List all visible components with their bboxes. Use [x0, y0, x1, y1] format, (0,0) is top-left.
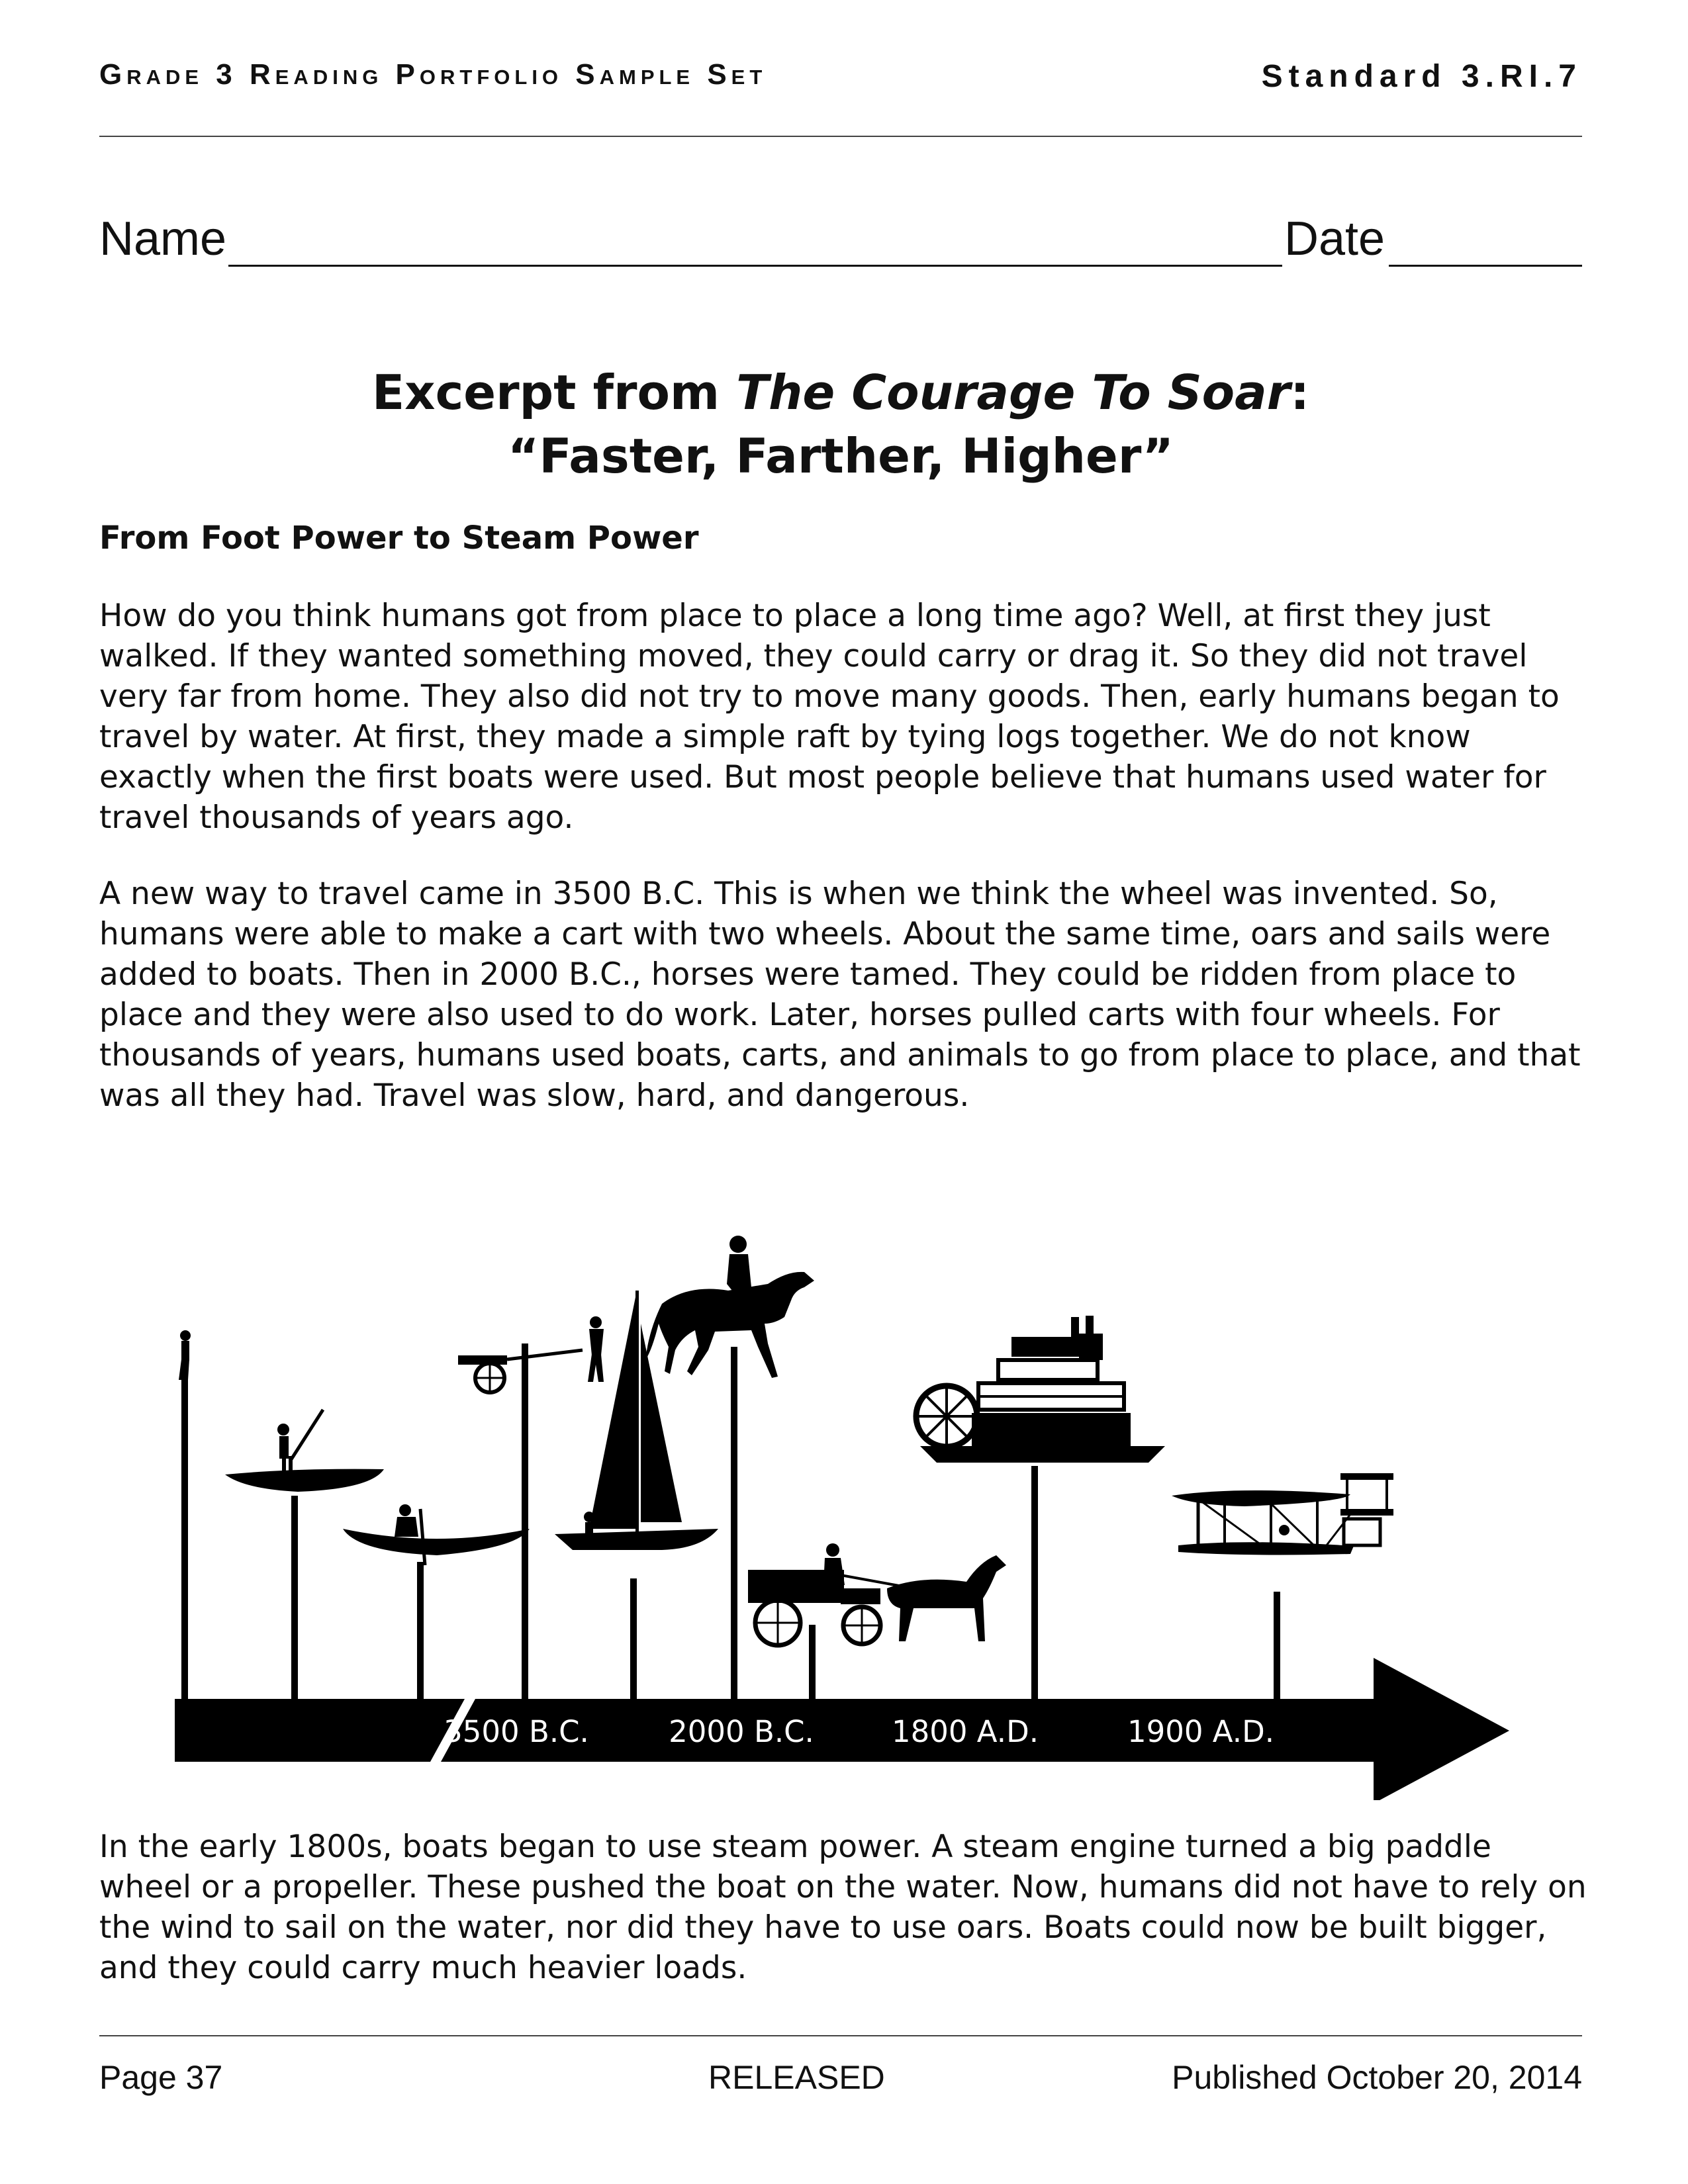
timeline-arrow — [175, 1658, 1509, 1800]
transportation-timeline — [159, 1218, 1523, 1800]
title-suffix: : — [1290, 365, 1309, 420]
paragraph-2: A new way to travel came in 3500 B.C. This is when we think the wheel was invented. So, humans were able to make a cart with two wheels. About the same time, oars and sails were added to boats. Then in 2000 B.C., horses were tamed. They could be ridden from place to place and they were also used to do work. Later, horses pulled carts with four wheels. For thousands of years, humans used boats, carts, and animals to go from place to place, and that was all they had. Travel was slow, hard, and dangerous. — [99, 876, 1581, 1114]
timeline-label-3500bc: 3500 B.C. — [444, 1714, 589, 1749]
date-blank[interactable] — [1389, 265, 1582, 267]
release-status: RELEASED — [708, 2059, 885, 2096]
timeline-label-1900ad: 1900 A.D. — [1127, 1714, 1275, 1749]
header-rule — [99, 136, 1582, 137]
date-label: Date — [1284, 212, 1385, 265]
name-date-row — [99, 212, 1582, 271]
steamboat-icon — [916, 1316, 1165, 1463]
handcart-icon — [458, 1316, 604, 1392]
portfolio-title: Grade 3 Reading Portfolio Sample Set — [99, 58, 767, 91]
title-line-1 — [99, 361, 1582, 424]
publish-date: Published October 20, 2014 — [1172, 2059, 1582, 2096]
horse-carriage-icon — [748, 1543, 1006, 1645]
title-prefix: Excerpt from — [372, 365, 737, 420]
section-heading: From Foot Power to Steam Power — [99, 520, 699, 557]
name-blank[interactable] — [228, 265, 1282, 267]
canoe-icon — [343, 1504, 530, 1565]
horse-rider-icon — [645, 1236, 814, 1378]
page-footer — [99, 2058, 1582, 2105]
paragraph-3: In the early 1800s, boats began to use steam power. A steam engine turned a big paddle wheel or a propeller. These pushed the boat on the water. Now, humans did not have to rely on the wind to sail on the water, nor did they have to use oars. Boats could now be built bigger, and they could carry much heavier loads. — [99, 1829, 1587, 1986]
paragraph-1: How do you think humans got from place to place a long time ago? Well, at first they just walked. If they wanted something moved, they could carry or drag it. So they did not travel very far from home. They also did not try to move many goods. Then, early humans began to travel by water. At first, they made a simple raft by tying logs together. We do not know exactly when the first boats were used. But most people believe that humans used water for travel thousands of years ago. — [99, 598, 1560, 836]
page-header — [99, 58, 1582, 98]
raft-icon — [225, 1410, 384, 1492]
name-label: Name — [99, 212, 227, 265]
book-title: The Courage To Soar — [736, 365, 1291, 420]
title-line-2: “Faster, Farther, Higher” — [508, 428, 1174, 484]
passage-title — [99, 361, 1582, 488]
footer-rule — [99, 2035, 1582, 2036]
page-number: Page 37 — [99, 2059, 223, 2096]
airplane-icon — [1172, 1473, 1393, 1555]
timeline-label-2000bc: 2000 B.C. — [669, 1714, 814, 1749]
timeline-label-1800ad: 1800 A.D. — [891, 1714, 1039, 1749]
standard-label: Standard 3.RI.7 — [1261, 59, 1582, 94]
